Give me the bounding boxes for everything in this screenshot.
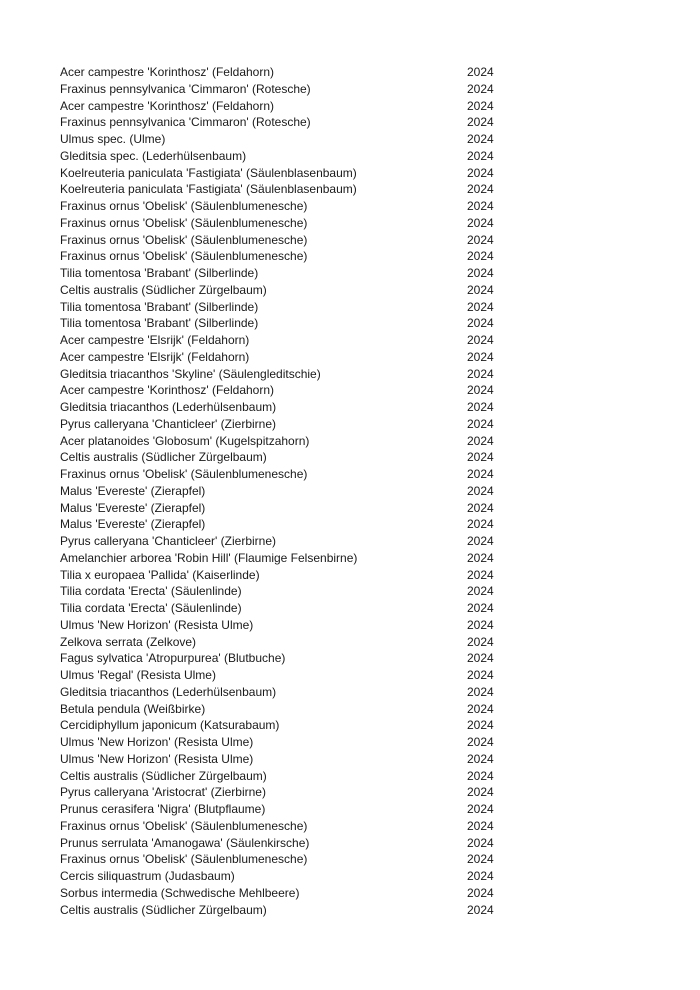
year-value: 2024: [467, 215, 494, 230]
year-value: 2024: [467, 617, 494, 632]
year-value: 2024: [467, 416, 494, 431]
year-value: 2024: [467, 517, 494, 532]
tree-name: Cercis siliquastrum (Judasbaum): [60, 869, 235, 883]
list-item: [60, 366, 660, 383]
list-item: [60, 885, 660, 902]
list-item: [60, 81, 660, 98]
year-value: 2024: [467, 852, 494, 867]
tree-name: Fraxinus ornus 'Obelisk' (Säulenblumenesche): [60, 199, 308, 213]
list-item: [60, 332, 660, 349]
year-value: 2024: [467, 450, 494, 465]
year-value: 2024: [467, 701, 494, 716]
year-value: 2024: [467, 534, 494, 548]
tree-name: Fraxinus ornus 'Obelisk' (Säulenblumenesche): [60, 249, 308, 264]
tree-name: Celtis australis (Südlicher Zürgelbaum): [60, 902, 267, 917]
year-value: 2024: [467, 885, 494, 900]
year-value: 2024: [467, 684, 494, 699]
list-item: [60, 449, 660, 466]
tree-name: Ulmus spec. (Ulme): [60, 132, 166, 146]
list-item: [60, 600, 660, 617]
tree-name: Malus 'Evereste' (Zierapfel): [60, 517, 206, 532]
list-item: [60, 382, 660, 399]
tree-name: Betula pendula (Weißbirke): [60, 701, 206, 716]
year-value: 2024: [467, 634, 494, 649]
tree-name: Gleditsia triacanthos 'Skyline' (Säulengleditschie): [60, 366, 321, 381]
tree-name: Pyrus calleryana 'Chanticleer' (Zierbirne): [60, 416, 276, 431]
tree-name: Acer campestre 'Korinthosz' (Feldahorn): [60, 383, 275, 398]
list-item: [60, 416, 660, 433]
tree-name: Koelreuteria paniculata 'Fastigiata' (Säulenblasenbaum): [60, 165, 357, 180]
tree-name: Prunus serrulata 'Amanogawa' (Säulenkirsche): [60, 835, 310, 850]
tree-name: Ulmus 'New Horizon' (Resista Ulme): [60, 751, 254, 766]
year-value: 2024: [467, 869, 494, 883]
tree-name: Prunus cerasifera 'Nigra' (Blutpflaume): [60, 802, 266, 816]
list-item: [60, 583, 660, 600]
list-item: [60, 868, 660, 885]
tree-name: Acer campestre 'Elsrijk' (Feldahorn): [60, 333, 250, 347]
year-value: 2024: [467, 98, 494, 113]
year-value: 2024: [467, 400, 494, 414]
list-item: [60, 734, 660, 751]
tree-name: Malus 'Evereste' (Zierapfel): [60, 483, 206, 498]
year-value: 2024: [467, 835, 494, 850]
tree-name: Ulmus 'New Horizon' (Resista Ulme): [60, 735, 254, 749]
tree-name: Acer campestre 'Korinthosz' (Feldahorn): [60, 98, 275, 113]
year-value: 2024: [467, 182, 494, 197]
year-value: 2024: [467, 349, 494, 364]
tree-name: Fraxinus pennsylvanica 'Cimmaron' (Rotesche): [60, 115, 311, 130]
year-value: 2024: [467, 668, 494, 682]
list-item: [60, 148, 660, 165]
year-value: 2024: [467, 751, 494, 766]
year-value: 2024: [467, 366, 494, 381]
year-value: 2024: [467, 383, 494, 398]
list-item: [60, 851, 660, 868]
list-item: [60, 550, 660, 567]
list-item: [60, 114, 660, 131]
year-value: 2024: [467, 467, 494, 481]
year-value: 2024: [467, 232, 494, 247]
year-value: 2024: [467, 165, 494, 180]
tree-name: Celtis australis (Südlicher Zürgelbaum): [60, 450, 267, 465]
year-value: 2024: [467, 249, 494, 264]
tree-name: Acer platanoides 'Globosum' (Kugelspitzahorn): [60, 433, 310, 448]
tree-name: Pyrus calleryana 'Aristocrat' (Zierbirne): [60, 785, 266, 800]
list-item: [60, 131, 660, 148]
tree-name: Tilia cordata 'Erecta' (Säulenlinde): [60, 601, 242, 615]
list-item: [60, 684, 660, 701]
tree-name: Zelkova serrata (Zelkove): [60, 634, 197, 649]
year-value: 2024: [467, 299, 494, 314]
list-item: [60, 466, 660, 483]
list-item: [60, 181, 660, 198]
year-value: 2024: [467, 651, 494, 666]
list-item: [60, 818, 660, 835]
tree-name: Tilia tomentosa 'Brabant' (Silberlinde): [60, 266, 259, 280]
list-item: [60, 801, 660, 818]
list-item: [60, 349, 660, 366]
list-item: [60, 399, 660, 416]
list-item: [60, 835, 660, 852]
tree-name: Gleditsia spec. (Lederhülsenbaum): [60, 148, 247, 163]
tree-name: Tilia x europaea 'Pallida' (Kaiserlinde): [60, 567, 260, 582]
tree-name: Fraxinus ornus 'Obelisk' (Säulenblumenesche): [60, 818, 308, 833]
list-item: [60, 567, 660, 584]
list-item: [60, 500, 660, 517]
list-item: [60, 717, 660, 734]
list-item: [60, 98, 660, 115]
year-value: 2024: [467, 818, 494, 833]
tree-name: Fraxinus ornus 'Obelisk' (Säulenblumenesche): [60, 232, 308, 247]
list-item: [60, 215, 660, 232]
tree-list: [60, 64, 660, 918]
list-item: [60, 165, 660, 182]
list-item: [60, 701, 660, 718]
list-item: [60, 650, 660, 667]
list-item: [60, 265, 660, 282]
tree-name: Tilia tomentosa 'Brabant' (Silberlinde): [60, 316, 259, 331]
list-item: [60, 433, 660, 450]
year-value: 2024: [467, 601, 494, 615]
year-value: 2024: [467, 500, 494, 515]
year-value: 2024: [467, 584, 494, 599]
tree-name: Ulmus 'New Horizon' (Resista Ulme): [60, 617, 254, 632]
year-value: 2024: [467, 115, 494, 130]
list-item: [60, 751, 660, 768]
list-item: [60, 282, 660, 299]
tree-name: Fraxinus ornus 'Obelisk' (Säulenblumenesche): [60, 467, 308, 481]
year-value: 2024: [467, 483, 494, 498]
tree-name: Gleditsia triacanthos (Lederhülsenbaum): [60, 684, 277, 699]
list-item: [60, 667, 660, 684]
year-value: 2024: [467, 718, 494, 733]
list-item: [60, 232, 660, 249]
tree-name: Ulmus 'Regal' (Resista Ulme): [60, 668, 216, 682]
tree-name: Tilia cordata 'Erecta' (Säulenlinde): [60, 584, 242, 599]
year-value: 2024: [467, 567, 494, 582]
tree-name: Cercidiphyllum japonicum (Katsurabaum): [60, 718, 280, 733]
year-value: 2024: [467, 148, 494, 163]
year-value: 2024: [467, 282, 494, 297]
tree-name: Celtis australis (Südlicher Zürgelbaum): [60, 282, 267, 297]
list-item: [60, 248, 660, 265]
year-value: 2024: [467, 65, 494, 79]
year-value: 2024: [467, 768, 494, 783]
list-item: [60, 516, 660, 533]
tree-name: Acer campestre 'Elsrijk' (Feldahorn): [60, 349, 250, 364]
year-value: 2024: [467, 902, 494, 917]
list-item: [60, 634, 660, 651]
tree-name: Acer campestre 'Korinthosz' (Feldahorn): [60, 65, 275, 79]
tree-name: Fagus sylvatica 'Atropurpurea' (Blutbuche): [60, 651, 286, 666]
tree-name: Sorbus intermedia (Schwedische Mehlbeere): [60, 885, 300, 900]
year-value: 2024: [467, 132, 494, 146]
list-item: [60, 902, 660, 919]
year-value: 2024: [467, 550, 494, 565]
list-item: [60, 768, 660, 785]
year-value: 2024: [467, 81, 494, 96]
list-item: [60, 299, 660, 316]
list-item: [60, 315, 660, 332]
tree-name: Koelreuteria paniculata 'Fastigiata' (Säulenblasenbaum): [60, 182, 357, 197]
year-value: 2024: [467, 735, 494, 749]
list-item: [60, 617, 660, 634]
tree-name: Pyrus calleryana 'Chanticleer' (Zierbirne): [60, 534, 276, 548]
year-value: 2024: [467, 785, 494, 800]
year-value: 2024: [467, 802, 494, 816]
year-value: 2024: [467, 316, 494, 331]
tree-name: Celtis australis (Südlicher Zürgelbaum): [60, 768, 267, 783]
list-item: [60, 483, 660, 500]
year-value: 2024: [467, 199, 494, 213]
year-value: 2024: [467, 433, 494, 448]
list-item: [60, 784, 660, 801]
year-value: 2024: [467, 333, 494, 347]
tree-name: Gleditsia triacanthos (Lederhülsenbaum): [60, 400, 277, 414]
list-item: [60, 64, 660, 81]
tree-name: Fraxinus pennsylvanica 'Cimmaron' (Rotesche): [60, 81, 311, 96]
tree-name: Malus 'Evereste' (Zierapfel): [60, 500, 206, 515]
tree-name: Fraxinus ornus 'Obelisk' (Säulenblumenesche): [60, 852, 308, 867]
tree-name: Amelanchier arborea 'Robin Hill' (Flaumige Felsenbirne): [60, 550, 358, 565]
list-item: [60, 198, 660, 215]
tree-name: Fraxinus ornus 'Obelisk' (Säulenblumenesche): [60, 215, 308, 230]
year-value: 2024: [467, 266, 494, 280]
tree-name: Tilia tomentosa 'Brabant' (Silberlinde): [60, 299, 259, 314]
list-item: [60, 533, 660, 550]
